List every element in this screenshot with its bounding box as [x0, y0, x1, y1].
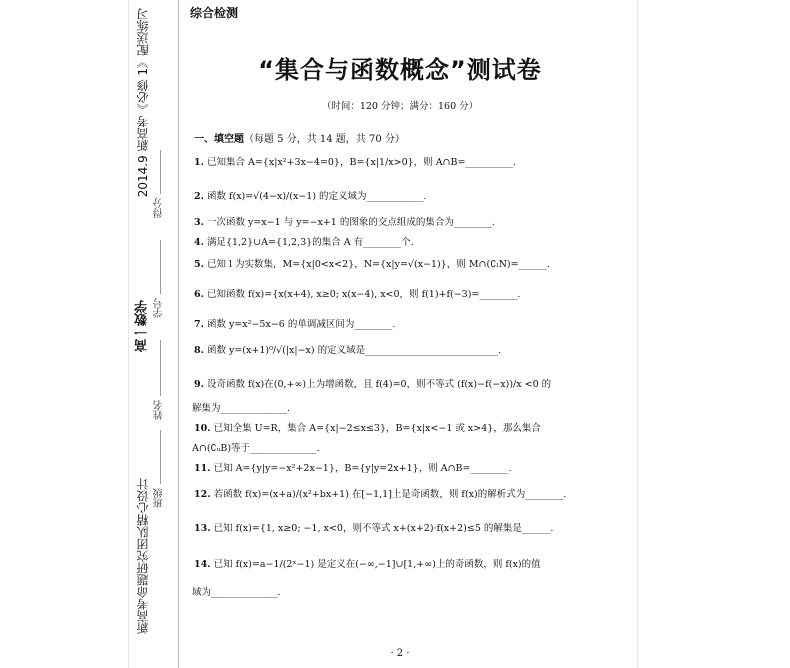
question-14: 14. 已知 f(x)=a−1/(2ˣ−1) 是定义在(−∞,−1]∪[1,+∞)上的奇函数，则 f(x)的值 — [194, 559, 541, 570]
question-6: 6. 已知函数 f(x)={x(x+4), x≥0; x(x−4), x<0，则 f(1)+f(−3)=________. — [194, 289, 521, 300]
question-3: 3. 一次函数 y=x−1 与 y=−x+1 的图象的交点组成的集合为________. — [194, 217, 495, 228]
question-2: 2. 函数 f(x)=√(4−x)/(x−1) 的定义域为____________. — [194, 191, 427, 202]
section-heading — [194, 130, 405, 145]
question-13: 13. 已知 f(x)={1, x≥0; −1, x<0，则不等式 x+(x+2)·f(x+2)≤5 的解集是______. — [194, 523, 554, 534]
field-name-line — [160, 340, 161, 396]
question-1: 1. 已知集合 A={x|x²+3x−4=0}，B={x|1/x>0}，则 A∩B=__________. — [194, 157, 516, 168]
question-10-continued: A∩(∁ᵤB)等于______________. — [192, 443, 320, 454]
field-student-id-line — [160, 240, 161, 294]
section-label: 一、填空题 — [194, 134, 244, 145]
field-class-label: 班级 — [154, 488, 165, 508]
margin-subject: 高一数学 — [135, 300, 150, 352]
field-score-line — [160, 150, 161, 194]
page-title: “集合与函数概念”测试卷 — [258, 56, 542, 84]
question-5: 5. 已知 l 为实数集，M={x|0<x<2}，N={x|y=√(x−1)}，则 M∩(∁ₗN)=______. — [194, 259, 551, 270]
margin-bottom-text: 新高考命题研究团队精心设计 — [136, 478, 150, 634]
section-header: 综合检测 — [190, 6, 239, 20]
question-8: 8. 函数 y=(x+1)⁰/√(|x|−x) 的定义域是____________________________. — [194, 345, 502, 356]
margin-top-text: 2014.9 新高考《必修 1》配送练习 — [136, 8, 150, 198]
question-4: 4. 满足{1,2}∪A={1,2,3}的集合 A 有________个. — [194, 237, 414, 248]
field-student-id-label: 学号 — [154, 298, 165, 318]
section-note: （每题 5 分，共 14 题，共 70 分） — [244, 134, 405, 145]
question-14-continued: 域为______________. — [192, 587, 281, 598]
exam-info: （时间：120 分钟；满分：160 分） — [321, 101, 479, 112]
question-12: 12. 若函数 f(x)=(x+a)/(x²+bx+1) 在[−1,1]上是奇函数，则 f(x)的解析式为________. — [194, 489, 567, 500]
question-9-continued: 解集为______________. — [192, 403, 291, 414]
field-name-label: 姓名 — [154, 400, 165, 420]
question-10: 10. 已知全集 U=R，集合 A={x|−2≤x≤3}，B={x|x<−1 或 x>4}，那么集合 — [194, 423, 541, 434]
question-11: 11. 已知 A={y|y=−x²+2x−1}，B={y|y=2x+1}，则 A∩B=________. — [194, 463, 512, 474]
field-class-line — [160, 430, 161, 484]
page-number: · 2 · — [390, 648, 410, 659]
question-7: 7. 函数 y=x²−5x−6 的单调减区间为________. — [194, 319, 396, 330]
binding-line — [178, 0, 179, 668]
question-9: 9. 设奇函数 f(x)在(0,+∞)上为增函数，且 f(4)=0，则不等式 (f(x)−f(−x))/x <0 的 — [194, 379, 552, 390]
field-score-label: 得分 — [154, 198, 165, 218]
